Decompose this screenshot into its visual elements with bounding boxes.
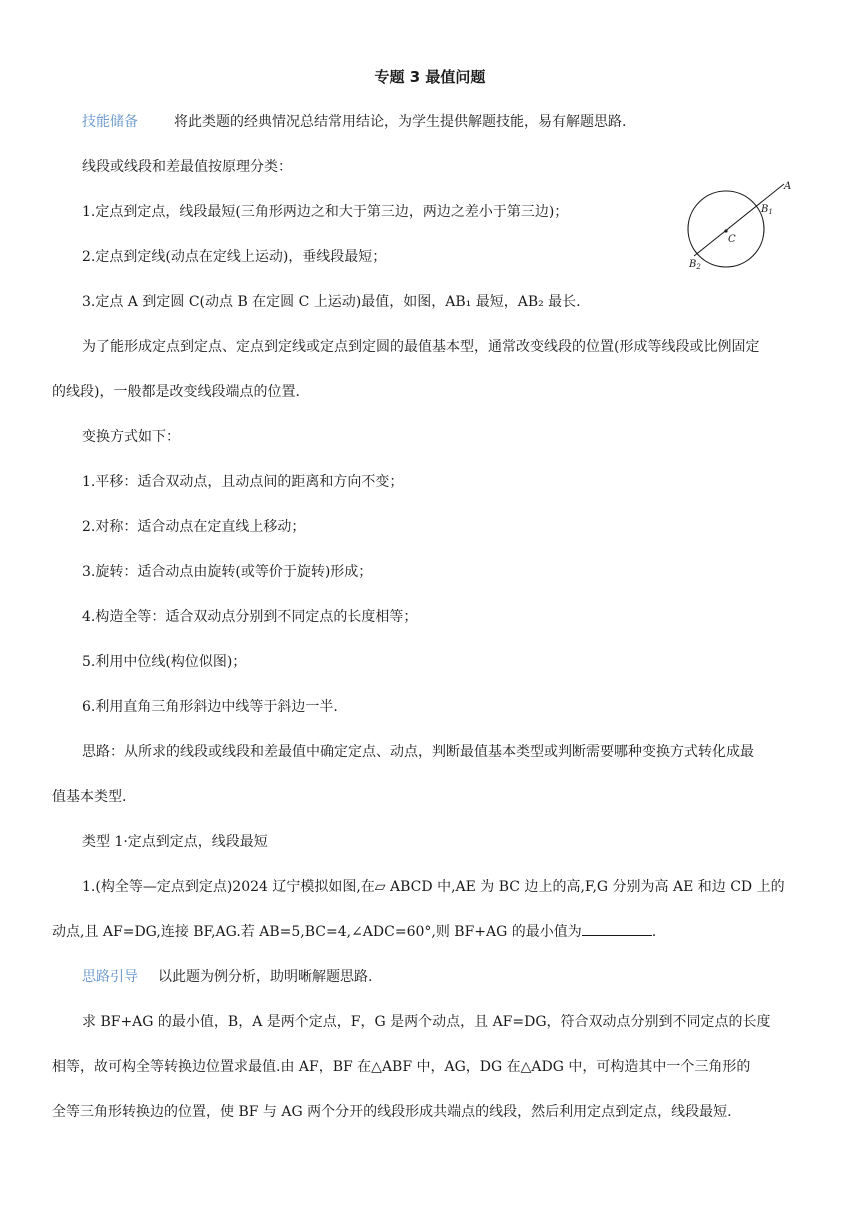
guide-tag: 思路引导 — [82, 969, 138, 985]
transform-1: 1.平移：适合双动点，且动点间的距离和方向不变； — [82, 474, 404, 490]
problem-line2-end: . — [651, 924, 657, 940]
analysis-line2: 相等，故可构全等转换边位置求最值.由 AF，BF 在△ABF 中，AG，DG 在△ADG 中，可构造其中一个三角形的 — [52, 1059, 751, 1075]
guide-text: 以此题为例分析，助明晰解题思路. — [158, 969, 373, 985]
principle-1: 1.定点到定点，线段最短(三角形两边之和大于第三边，两边之差小于第三边)； — [82, 204, 569, 220]
principle-3: 3.定点 A 到定圆 C(动点 B 在定圆 C 上运动)最值，如图，AB₁ 最短，AB₂ 最长. — [82, 294, 581, 310]
circle-c — [688, 191, 764, 267]
line-ab — [694, 184, 784, 256]
circle-diagram — [684, 176, 794, 276]
center-point — [724, 229, 727, 232]
answer-blank[interactable] — [582, 921, 652, 936]
analysis-line3: 全等三角形转换边的位置，使 BF 与 AG 两个分开的线段形成共端点的线段，然后利用定点到定点，线段最短. — [52, 1104, 732, 1120]
label-c: C — [728, 234, 736, 245]
label-a: A — [784, 181, 792, 192]
classify-intro: 线段或线段和差最值按原理分类： — [82, 159, 292, 175]
transform-4: 4.构造全等：适合双动点分别到不同定点的长度相等； — [82, 609, 418, 625]
label-b1: $B_1$ — [761, 204, 773, 216]
principle-2: 2.定点到定线(动点在定线上运动)，垂线段最短； — [82, 249, 387, 265]
transform-intro: 变换方式如下： — [82, 429, 180, 445]
approach-line2: 值基本类型. — [52, 789, 127, 805]
transform-para-line1: 为了能形成定点到定点、定点到定线或定点到定圆的最值基本型，通常改变线段的位置(形成等线段或比例固定 — [82, 339, 760, 355]
page-title: 专题 3 最值问题 — [374, 68, 486, 86]
transform-para-line2: 的线段)，一般都是改变线段端点的位置. — [52, 384, 300, 400]
transform-2: 2.对称：适合动点在定直线上移动； — [82, 519, 306, 535]
skills-tag: 技能储备 — [82, 114, 138, 130]
guide-paragraph — [82, 966, 808, 988]
analysis-line1: 求 BF+AG 的最小值，B，A 是两个定点，F，G 是两个动点，且 AF=DG，符合双动点分别到不同定点的长度 — [82, 1014, 771, 1030]
transform-3: 3.旋转：适合动点由旋转(或等价于旋转)形成； — [82, 564, 373, 580]
problem-line2-text: 动点,且 AF=DG,连接 BF,AG.若 AB=5,BC=4,∠ADC=60°,则 BF+AG 的最小值为 — [52, 924, 582, 940]
problem-line2 — [52, 921, 808, 943]
skills-paragraph — [82, 111, 808, 133]
transform-5: 5.利用中位线(构位似图)； — [82, 654, 247, 670]
approach-line1: 思路：从所求的线段或线段和差最值中确定定点、动点，判断最值基本类型或判断需要哪种变换方式转化成最 — [82, 744, 754, 760]
problem-line1: 1.(构全等—定点到定点)2024 辽宁模拟如图,在▱ ABCD 中,AE 为 BC 边上的高,F,G 分别为高 AE 和边 CD 上的 — [82, 879, 785, 895]
label-b2: $B_2$ — [689, 259, 701, 271]
transform-6: 6.利用直角三角形斜边中线等于斜边一半. — [82, 699, 338, 715]
type-1-heading: 类型 1·定点到定点，线段最短 — [82, 834, 268, 850]
circle-figure — [684, 176, 794, 276]
skills-text: 将此类题的经典情况总结常用结论，为学生提供解题技能，易有解题思路. — [174, 114, 627, 130]
